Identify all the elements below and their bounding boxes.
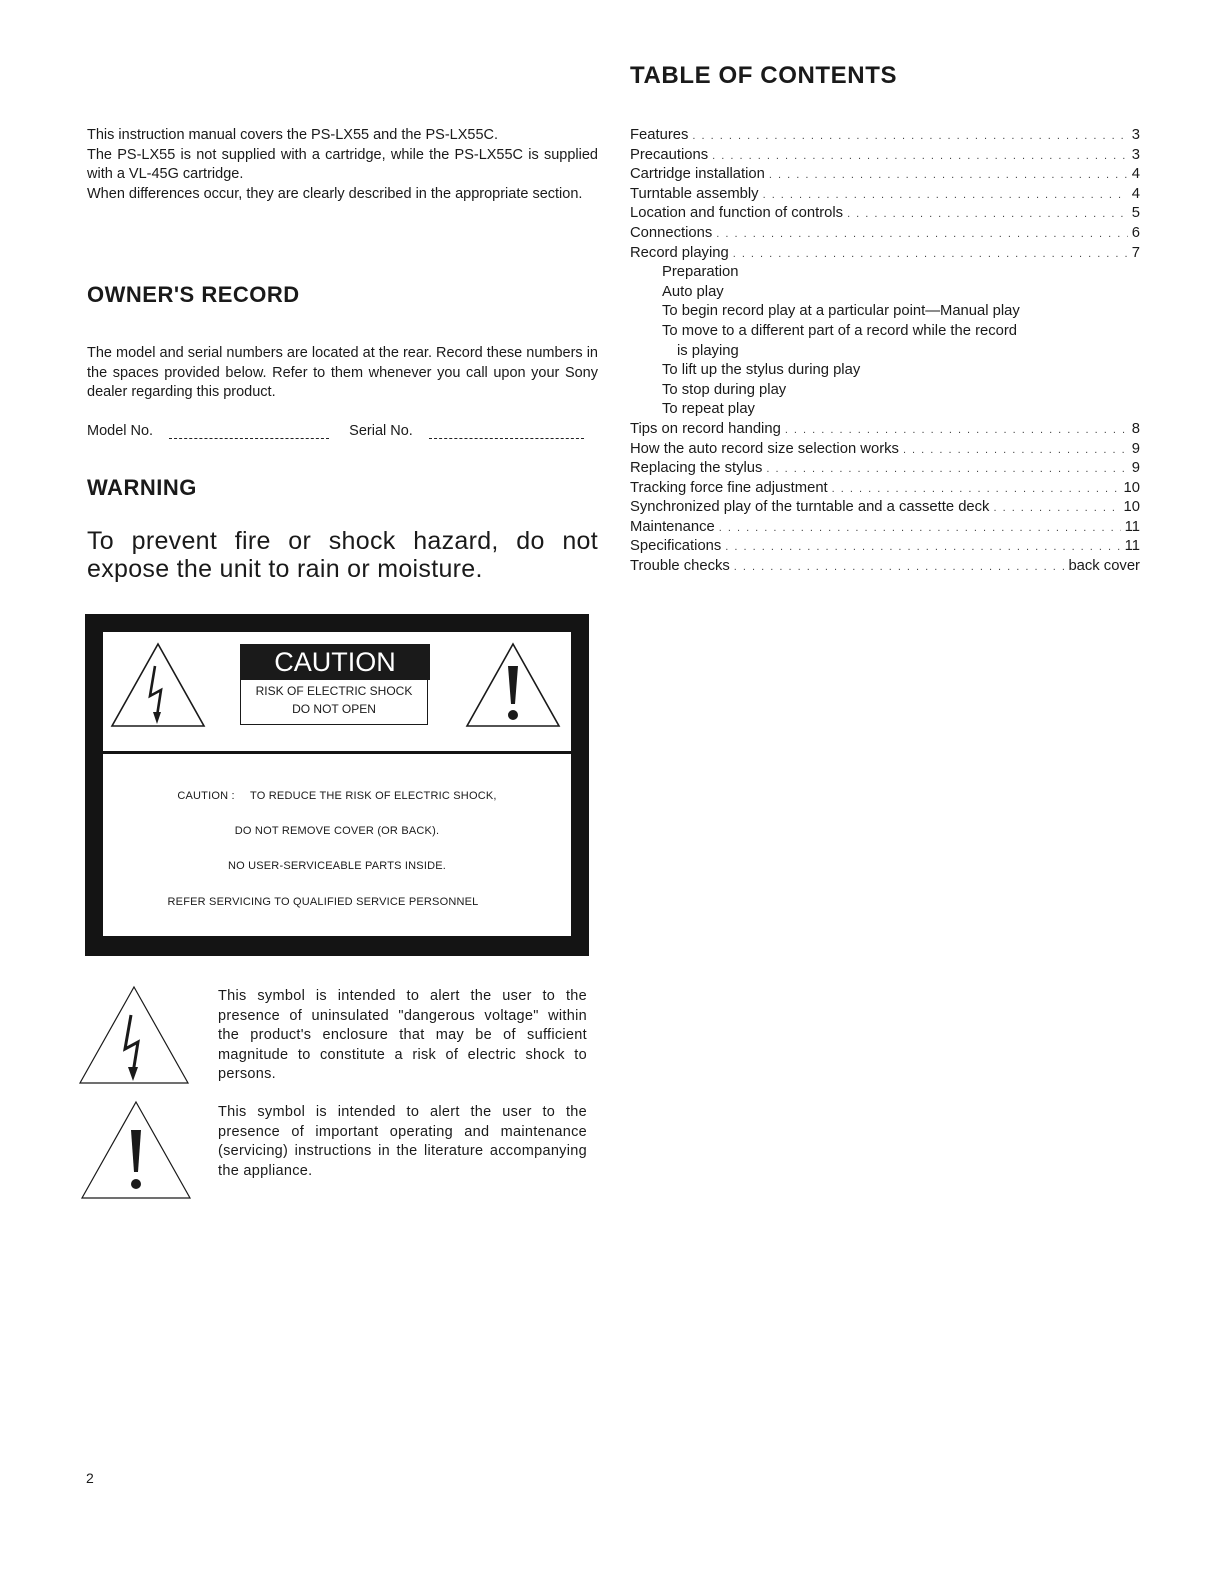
toc-subentry[interactable]: To lift up the stylus during play bbox=[662, 362, 861, 379]
toc-entry-page: 8 bbox=[1131, 420, 1140, 437]
intro-line-3: When differences occur, they are clearly described in the appropriate section. bbox=[87, 185, 583, 202]
toc-entry[interactable] bbox=[630, 499, 1140, 519]
caution-label-edge bbox=[85, 898, 103, 956]
toc-entry-title: Replacing the stylus bbox=[630, 460, 763, 477]
intro-paragraph bbox=[87, 126, 598, 204]
intro-line-2: The PS-LX55 is not supplied with a cartridge, while the PS-LX55C is supplied with a VL-45G cartridge. bbox=[87, 146, 598, 183]
warning-text: To prevent fire or shock hazard, do not expose the unit to rain or moisture. bbox=[87, 527, 598, 583]
caution-line-3: NO USER-SERVICEABLE PARTS INSIDE. bbox=[227, 860, 447, 872]
toc-entry-page: back cover bbox=[1068, 558, 1140, 575]
toc-entry-page: 9 bbox=[1131, 460, 1140, 477]
toc-entry-page: 10 bbox=[1123, 499, 1140, 516]
toc-entry-title: Record playing bbox=[630, 244, 729, 261]
caution-sub-line-2: DO NOT OPEN bbox=[292, 702, 376, 716]
toc-entry-page: 7 bbox=[1131, 244, 1140, 261]
caution-subtitle bbox=[240, 680, 428, 725]
caution-line-2: DO NOT REMOVE COVER (OR BACK). bbox=[234, 825, 440, 837]
toc-entry-title: Connections bbox=[630, 224, 713, 241]
serial-no-label: Serial No. bbox=[349, 423, 413, 439]
toc-entry[interactable] bbox=[630, 166, 1140, 186]
toc-entry[interactable] bbox=[630, 421, 1140, 441]
exclamation-warning-icon bbox=[463, 640, 563, 730]
toc-entry[interactable] bbox=[630, 441, 1140, 461]
toc-subentry[interactable]: To stop during play bbox=[662, 381, 787, 398]
toc-entry-title: Tips on record handing bbox=[630, 420, 781, 437]
model-no-label: Model No. bbox=[87, 423, 154, 439]
caution-line-1-prefix: CAUTION : bbox=[177, 790, 235, 802]
toc-entry-title: Precautions bbox=[630, 146, 709, 163]
toc-entry[interactable] bbox=[630, 245, 1140, 265]
toc-entry[interactable] bbox=[630, 480, 1140, 500]
toc-entry[interactable] bbox=[630, 519, 1140, 539]
toc-subentry[interactable]: To move to a different part of a record while the record bbox=[662, 322, 1018, 339]
toc-entry[interactable] bbox=[630, 205, 1140, 225]
caution-line-1-text: TO REDUCE THE RISK OF ELECTRIC SHOCK, bbox=[250, 790, 497, 802]
toc-entry-page: 11 bbox=[1124, 518, 1140, 535]
toc-entry[interactable] bbox=[630, 147, 1140, 167]
toc-entry[interactable] bbox=[630, 538, 1140, 558]
toc-entry-title: Synchronized play of the turntable and a cassette deck bbox=[630, 499, 990, 516]
toc-entry-title: How the auto record size selection works bbox=[630, 440, 899, 457]
toc-entry[interactable] bbox=[630, 127, 1140, 147]
warning-heading: WARNING bbox=[87, 475, 197, 500]
caution-line-4: REFER SERVICING TO QUALIFIED SERVICE PERSONNEL bbox=[167, 896, 479, 908]
toc-entry-page: 3 bbox=[1131, 146, 1140, 163]
lightning-symbol-icon bbox=[78, 985, 190, 1085]
toc-entry-title: Location and function of controls bbox=[630, 205, 844, 222]
toc-entry-title: Turntable assembly bbox=[630, 185, 759, 202]
toc-entry-title: Specifications bbox=[630, 538, 722, 555]
lightning-warning-icon bbox=[108, 640, 208, 730]
intro-line-1: This instruction manual covers the PS-LX55 and the PS-LX55C. bbox=[87, 127, 499, 143]
serial-no-blank bbox=[429, 426, 584, 439]
toc-entry-page: 5 bbox=[1131, 205, 1140, 222]
caution-label-bottom bbox=[103, 754, 571, 936]
caution-title: CAUTION bbox=[240, 644, 430, 680]
toc-entry[interactable] bbox=[630, 186, 1140, 206]
toc-entry-title: Tracking force fine adjustment bbox=[630, 479, 828, 496]
toc-title: TABLE OF CONTENTS bbox=[630, 62, 898, 89]
toc-entry-page: 3 bbox=[1131, 127, 1140, 143]
model-serial-row bbox=[87, 423, 598, 439]
owners-record-body: The model and serial numbers are located at the rear. Record these numbers in the spaces provided below. Refer to them whenever you call upon your Sony dealer regarding this product. bbox=[87, 345, 598, 401]
toc-entry-page: 4 bbox=[1131, 166, 1140, 183]
toc-entry-page: 10 bbox=[1123, 479, 1140, 496]
toc-entry-page: 9 bbox=[1131, 440, 1140, 457]
toc-entry[interactable] bbox=[630, 460, 1140, 480]
toc-entry-page: 6 bbox=[1131, 224, 1140, 241]
toc-entry-title: Cartridge installation bbox=[630, 166, 765, 183]
caution-sub-line-1: RISK OF ELECTRIC SHOCK bbox=[255, 684, 413, 698]
page-number: 2 bbox=[86, 1470, 94, 1486]
toc-entry-title: Maintenance bbox=[630, 518, 715, 535]
toc-entry-title: Trouble checks bbox=[630, 558, 730, 575]
toc-subentry[interactable]: To begin record play at a particular point—Manual play bbox=[662, 303, 1020, 320]
owners-record-heading: OWNER'S RECORD bbox=[87, 282, 300, 307]
caution-label-top bbox=[103, 632, 571, 751]
toc-subentry[interactable]: Auto play bbox=[662, 283, 724, 300]
voltage-symbol-text: This symbol is intended to alert the user to the presence of uninsulated "dangerous voltage" within the product's enclosure that may be of sufficient magnitude to constitute a risk of electric shock to persons. bbox=[218, 988, 587, 1082]
toc-subentry-continued[interactable]: is playing bbox=[677, 342, 739, 359]
toc-entry-page: 11 bbox=[1124, 538, 1140, 555]
toc-entry[interactable] bbox=[630, 558, 1140, 578]
toc-entry-page: 4 bbox=[1131, 185, 1140, 202]
model-no-blank bbox=[169, 426, 329, 439]
toc-entry-title: Features bbox=[630, 127, 689, 143]
toc-subentry[interactable]: To repeat play bbox=[662, 401, 755, 418]
exclamation-symbol-icon bbox=[80, 1100, 192, 1200]
toc-list bbox=[630, 127, 1140, 578]
caution-line-1 bbox=[103, 790, 571, 802]
toc-entry[interactable] bbox=[630, 225, 1140, 245]
caution-label bbox=[85, 614, 589, 956]
exclamation-symbol-text: This symbol is intended to alert the user to the presence of important operating and maintenance (servicing) instructions in the literature accompanying the appliance. bbox=[218, 1104, 587, 1179]
toc-subentry[interactable]: Preparation bbox=[662, 264, 739, 281]
